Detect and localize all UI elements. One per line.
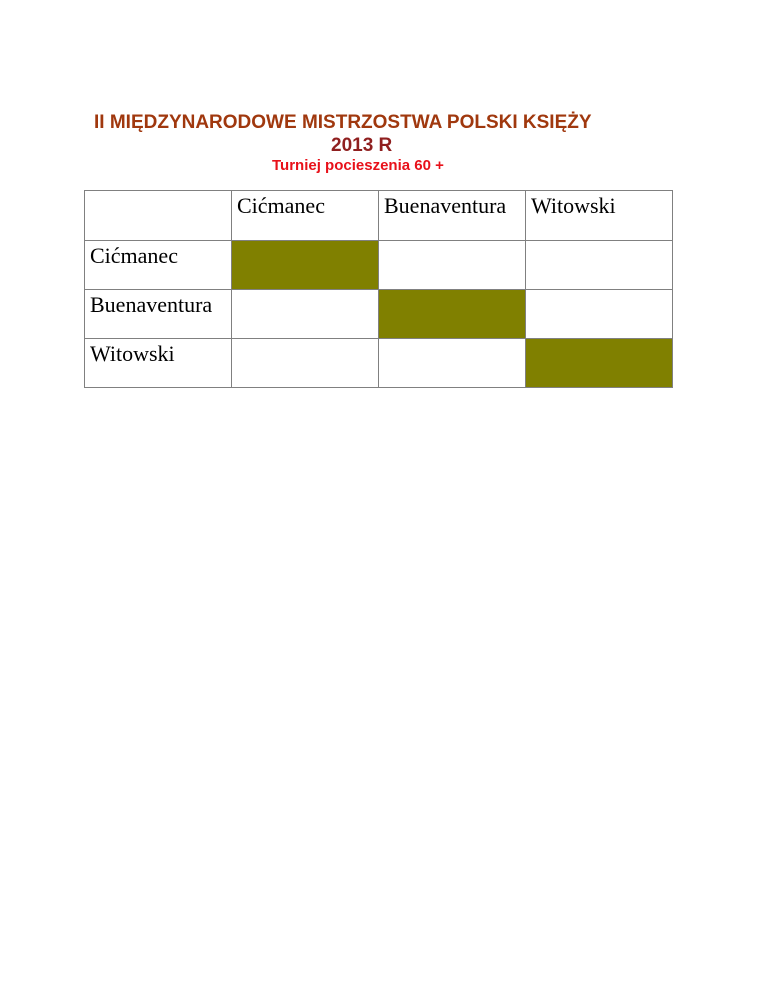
result-cell [526,241,673,290]
result-cell [379,339,526,388]
table-row [85,241,673,290]
table-header-row [85,191,673,241]
diagonal-cell [232,241,379,290]
row-header: Buenaventura [85,290,232,339]
document-title: II MIĘDZYNARODOWE MISTRZOSTWA POLSKI KSIĘŻY [94,112,592,133]
tournament-table [84,190,673,388]
table-corner-cell [85,191,232,241]
diagonal-cell [379,290,526,339]
document-year: 2013 R [331,135,393,156]
row-header: Witowski [85,339,232,388]
result-cell [232,339,379,388]
result-cell [379,241,526,290]
column-header: Witowski [526,191,673,241]
result-cell [526,290,673,339]
document-subtitle: Turniej pocieszenia 60 + [272,157,444,174]
table-row [85,290,673,339]
row-header: Cićmanec [85,241,232,290]
diagonal-cell [526,339,673,388]
result-cell [232,290,379,339]
column-header: Cićmanec [232,191,379,241]
column-header: Buenaventura [379,191,526,241]
table-row [85,339,673,388]
